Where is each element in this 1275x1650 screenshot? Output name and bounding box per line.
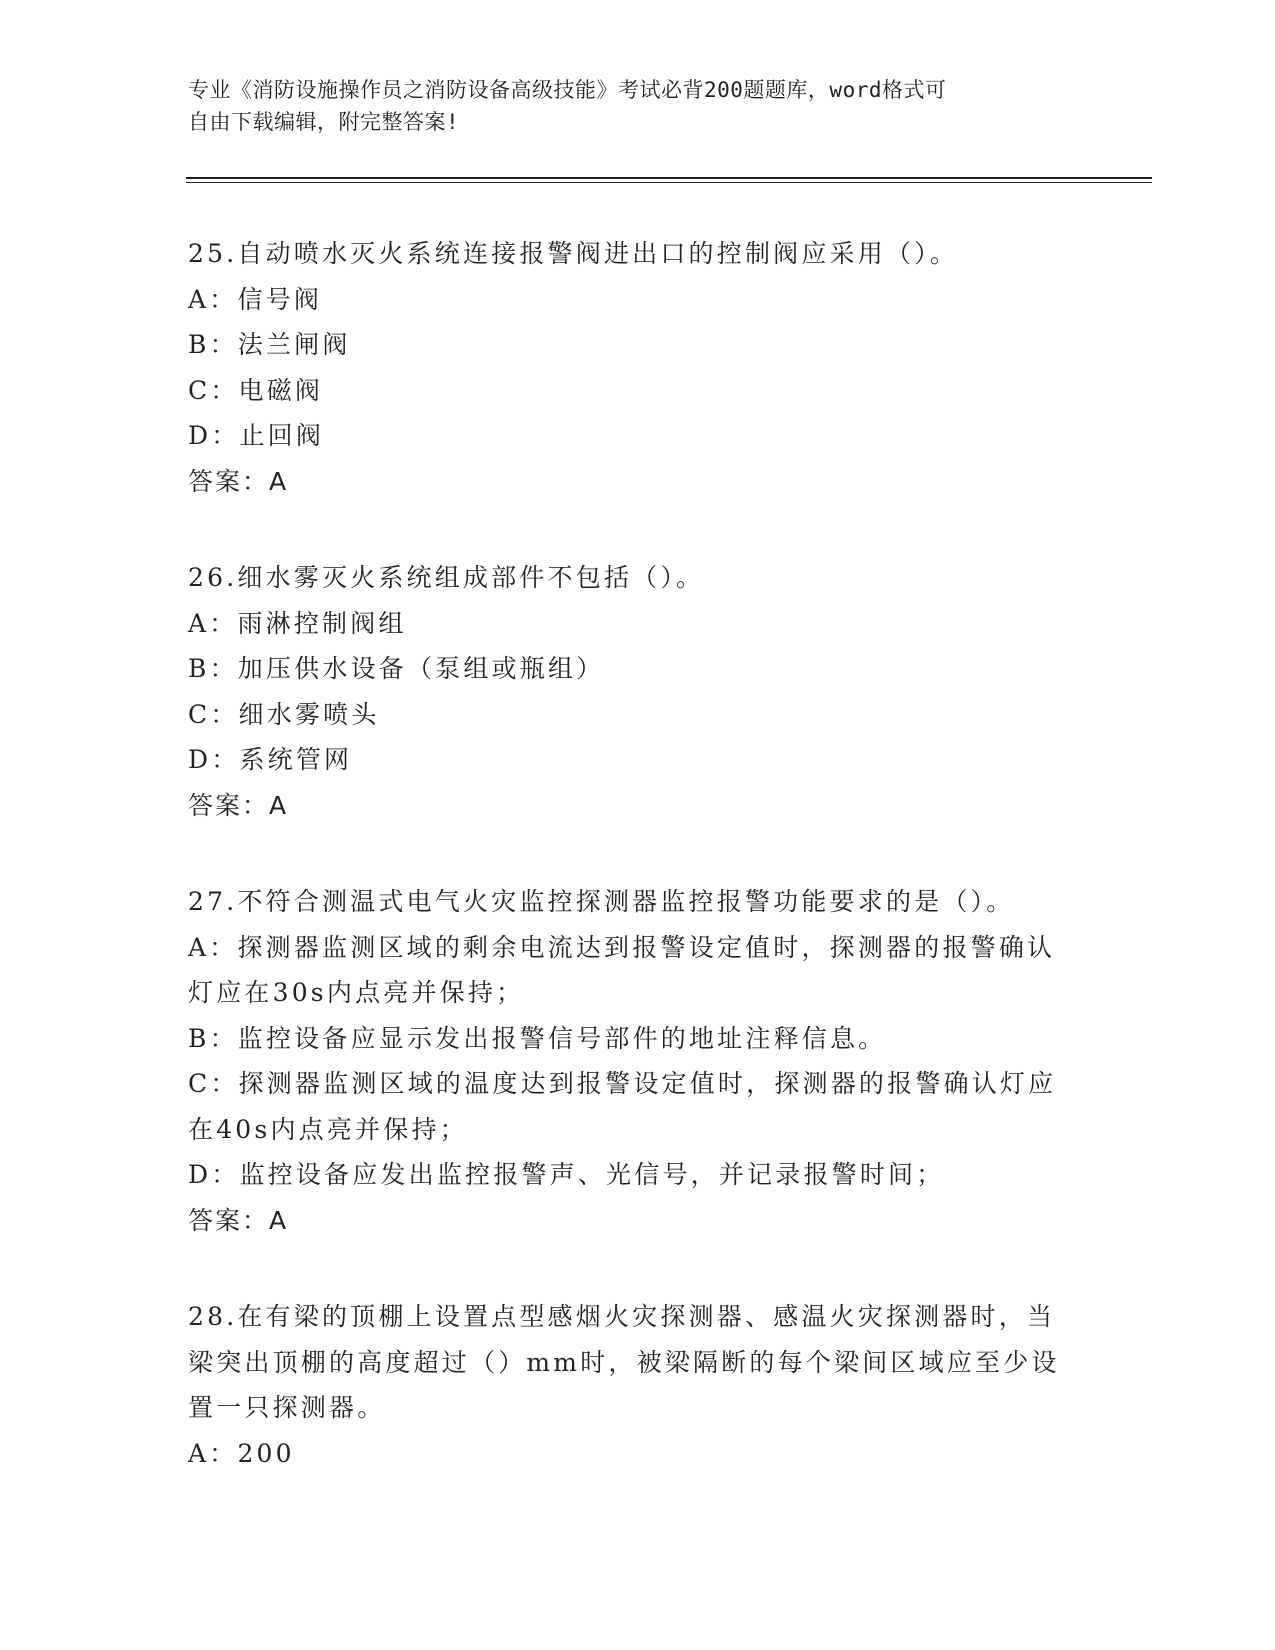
question-stem: 27.不符合测温式电气火灾监控探测器监控报警功能要求的是（）。 (188, 887, 1015, 916)
option-b: B：法兰闸阀 (188, 330, 351, 359)
answer: 答案：A (188, 1205, 289, 1235)
document-header (188, 74, 1068, 138)
header-divider-thin (186, 182, 1152, 183)
question-25 (188, 231, 1078, 504)
question-27 (188, 879, 1078, 1243)
question-stem: 26.细水雾灭火系统组成部件不包括（）。 (188, 563, 705, 592)
option-b: B：加压供水设备（泵组或瓶组） (188, 654, 605, 683)
option-a: A：探测器监测区域的剩余电流达到报警设定值时，探测器的报警确认灯应在30s内点亮并保持； (188, 932, 1056, 1007)
option-a: A：信号阀 (188, 284, 323, 314)
option-b: B：监控设备应显示发出报警信号部件的地址注释信息。 (188, 1023, 887, 1053)
option-d: D：系统管网 (188, 745, 353, 774)
header-line-2: 自由下载编辑，附完整答案! (188, 110, 460, 134)
header-line-1: 专业《消防设施操作员之消防设备高级技能》考试必背200题题库，word格式可 (188, 78, 947, 102)
answer: 答案：A (188, 790, 289, 820)
option-c: C：探测器监测区域的温度达到报警设定值时，探测器的报警确认灯应在40s内点亮并保持； (188, 1069, 1057, 1144)
option-a: A：雨淋控制阀组 (188, 608, 407, 638)
question-stem: 28.在有梁的顶棚上设置点型感烟火灾探测器、感温火灾探测器时，当梁突出顶棚的高度超过（）mm时，被梁隔断的每个梁间区域应至少设置一只探测器。 (188, 1302, 1060, 1422)
question-list (188, 231, 1078, 1527)
option-a: A：200 (188, 1438, 295, 1468)
option-d: D：止回阀 (188, 421, 325, 450)
option-d: D：监控设备应发出监控报警声、光信号，并记录报警时间； (188, 1160, 945, 1189)
option-c: C：电磁阀 (188, 375, 324, 405)
question-stem: 25.自动喷水灭火系统连接报警阀进出口的控制阀应采用（）。 (188, 239, 959, 268)
question-26 (188, 555, 1078, 828)
option-c: C：细水雾喷头 (188, 699, 380, 729)
header-divider-thick (186, 177, 1152, 179)
question-28 (188, 1294, 1078, 1476)
answer: 答案：A (188, 466, 289, 496)
